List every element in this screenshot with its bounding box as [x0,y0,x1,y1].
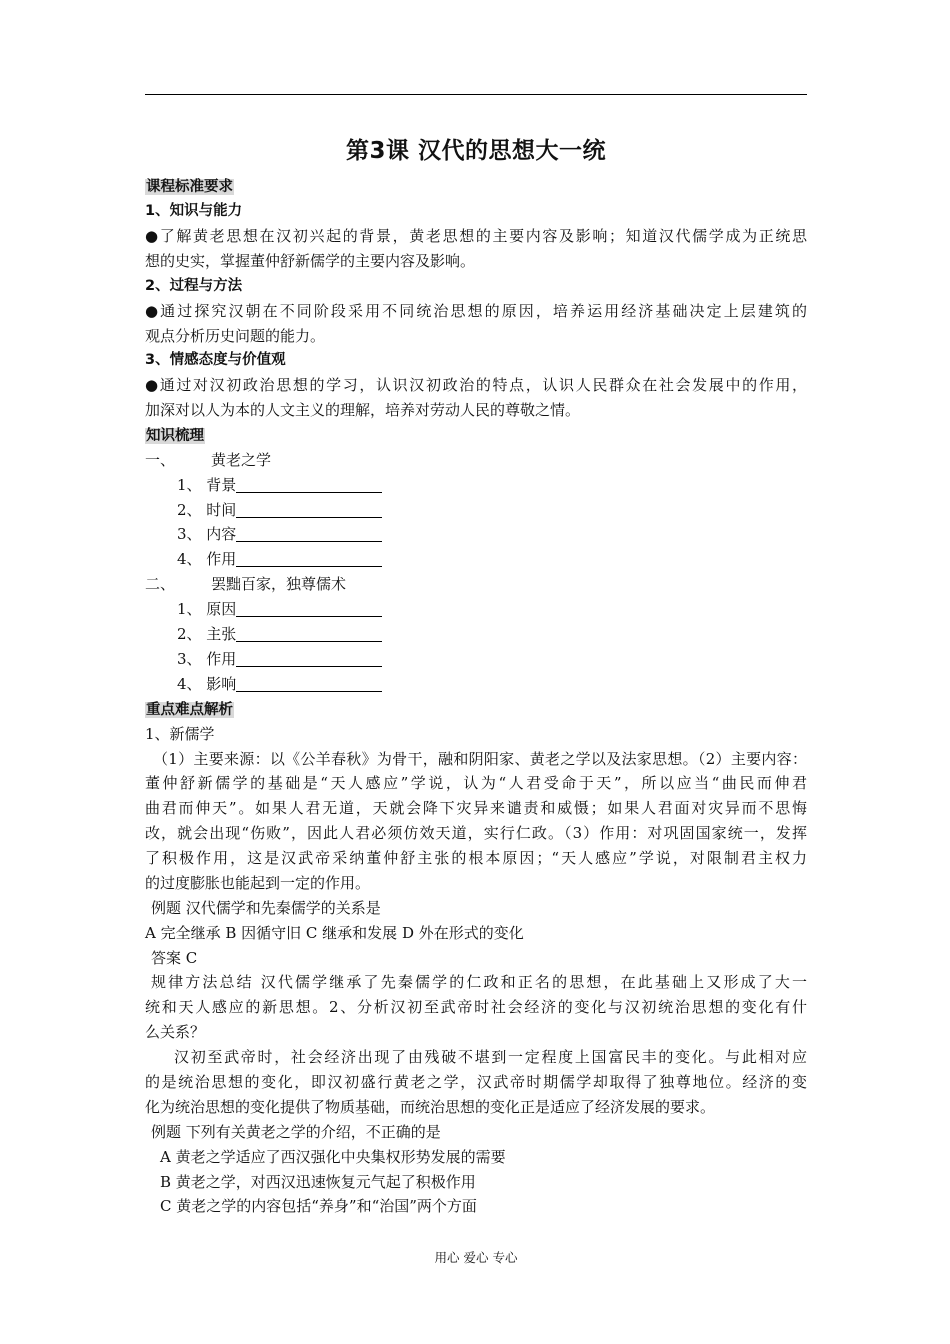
paragraph-line: 的是统治思想的变化，即汉初盛行黄老之学，汉武帝时期儒学却取得了独尊地位。经济的变 [145,1073,807,1091]
outline-part-number: 二、 [145,575,176,593]
outline-item [177,522,839,547]
example-question: 例题 汉代儒学和先秦儒学的关系是 [151,899,381,917]
outline-item [177,647,839,672]
outline-item [177,622,839,647]
paragraph-line: 董仲舒新儒学的基础是“天人感应”学说，认为“人君受命于天”，所以应当“曲民而伸君 [145,774,807,792]
outline-item-label: 2、 时间 [177,501,237,519]
paragraph-line: ●通过对汉初政治思想的学习，认识汉初政治的特点，认识人民群众在社会发展中的作用， [145,376,807,394]
outline-item-label: 3、 作用 [177,650,237,668]
outline-part-title: 黄老之学 [211,451,272,469]
subsection-heading: 3、情感态度与价值观 [145,352,286,368]
outline-item-label: 1、 背景 [177,476,237,494]
example-option: B 黄老之学，对西汉迅速恢复元气起了积极作用 [160,1173,476,1191]
example-options: A 完全继承 B 因循守旧 C 继承和发展 D 外在形式的变化 [145,924,524,942]
fill-in-blank [236,675,382,692]
page-title: 第3课 汉代的思想大一统 [345,138,606,164]
outline-part-number: 一、 [145,451,176,469]
page-footer: 用心 爱心 专心 [434,1250,518,1265]
outline-item [177,473,839,498]
outline-item-label: 1、 原因 [177,600,237,618]
outline-item [177,498,839,523]
standards-heading-label: 课程标准要求 [146,179,233,195]
paragraph-line: 的过度膨胀也能起到一定的作用。 [145,874,371,892]
review-heading-label: 知识梳理 [146,428,204,444]
analysis-heading-label: 重点难点解析 [146,702,233,718]
paragraph-line: 改，就会出现“伤败”，因此人君必须仿效天道，实行仁政。（3）作用：对巩固国家统一，发挥 [145,824,807,842]
outline-item-label: 4、 影响 [177,675,237,693]
paragraph-line: 想的史实，掌握董仲舒新儒学的主要内容及影响。 [145,252,476,270]
analysis-subheading: 1、新儒学 [145,725,215,743]
paragraph-line: 曲君而伸天”。如果人君无道，天就会降下灾异来谴责和威慑；如果人君面对灾异而不思悔 [145,799,807,817]
subsection-heading: 1、知识与能力 [145,203,243,219]
outline-item-label: 2、 主张 [177,625,237,643]
outline-part-2 [145,572,807,597]
fill-in-blank [236,550,382,567]
section-heading-review [145,423,807,449]
fill-in-blank [236,476,382,493]
section-heading-analysis [145,697,807,723]
fill-in-blank [236,525,382,542]
outline-item [177,547,839,572]
outline-item-label: 3、 内容 [177,525,237,543]
outline-item [177,597,839,622]
paragraph-line: 加深对以人为本的人文主义的理解，培养对劳动人民的尊敬之情。 [145,401,581,419]
fill-in-blank [236,625,382,642]
outline-part-1 [145,448,807,473]
section-heading-standards [145,174,807,200]
outline-item-label: 4、 作用 [177,550,237,568]
paragraph-line: 汉初至武帝时，社会经济出现了由残破不堪到一定程度上国富民丰的变化。与此相对应 [174,1048,807,1066]
outline-item [177,672,839,697]
header-rule [145,94,807,95]
example-option: A 黄老之学适应了西汉强化中央集权形势发展的需要 [160,1148,506,1166]
paragraph-line: ●了解黄老思想在汉初兴起的背景，黄老思想的主要内容及影响；知道汉代儒学成为正统思 [145,227,807,245]
example-option: C 黄老之学的内容包括“养身”和“治国”两个方面 [160,1197,477,1215]
paragraph-line: 观点分析历史问题的能力。 [145,327,326,345]
example-answer: 答案 C [151,949,198,967]
paragraph-line: 么关系？ [145,1023,206,1041]
fill-in-blank [236,650,382,667]
paragraph-line: 统和天人感应的新思想。2、分析汉初至武帝时社会经济的变化与汉初统治思想的变化有什 [145,998,807,1016]
subsection-heading: 2、过程与方法 [145,278,243,294]
paragraph-line: 规律方法总结 汉代儒学继承了先秦儒学的仁政和正名的思想，在此基础上又形成了大一 [151,973,807,991]
paragraph-line: ●通过探究汉朝在不同阶段采用不同统治思想的原因，培养运用经济基础决定上层建筑的 [145,302,807,320]
outline-part-title: 罢黜百家，独尊儒术 [211,575,347,593]
fill-in-blank [236,600,382,617]
example-question: 例题 下列有关黄老之学的介绍，不正确的是 [151,1123,441,1141]
paragraph-line: （1）主要来源：以《公羊春秋》为骨干，融和阴阳家、黄老之学以及法家思想。（2）主要内容： [153,750,807,768]
paragraph-line: 了积极作用，这是汉武帝采纳董仲舒主张的根本原因；“天人感应”学说，对限制君主权力 [145,849,807,867]
fill-in-blank [236,501,382,518]
paragraph-line: 化为统治思想的变化提供了物质基础，而统治思想的变化正是适应了经济发展的要求。 [145,1098,716,1116]
